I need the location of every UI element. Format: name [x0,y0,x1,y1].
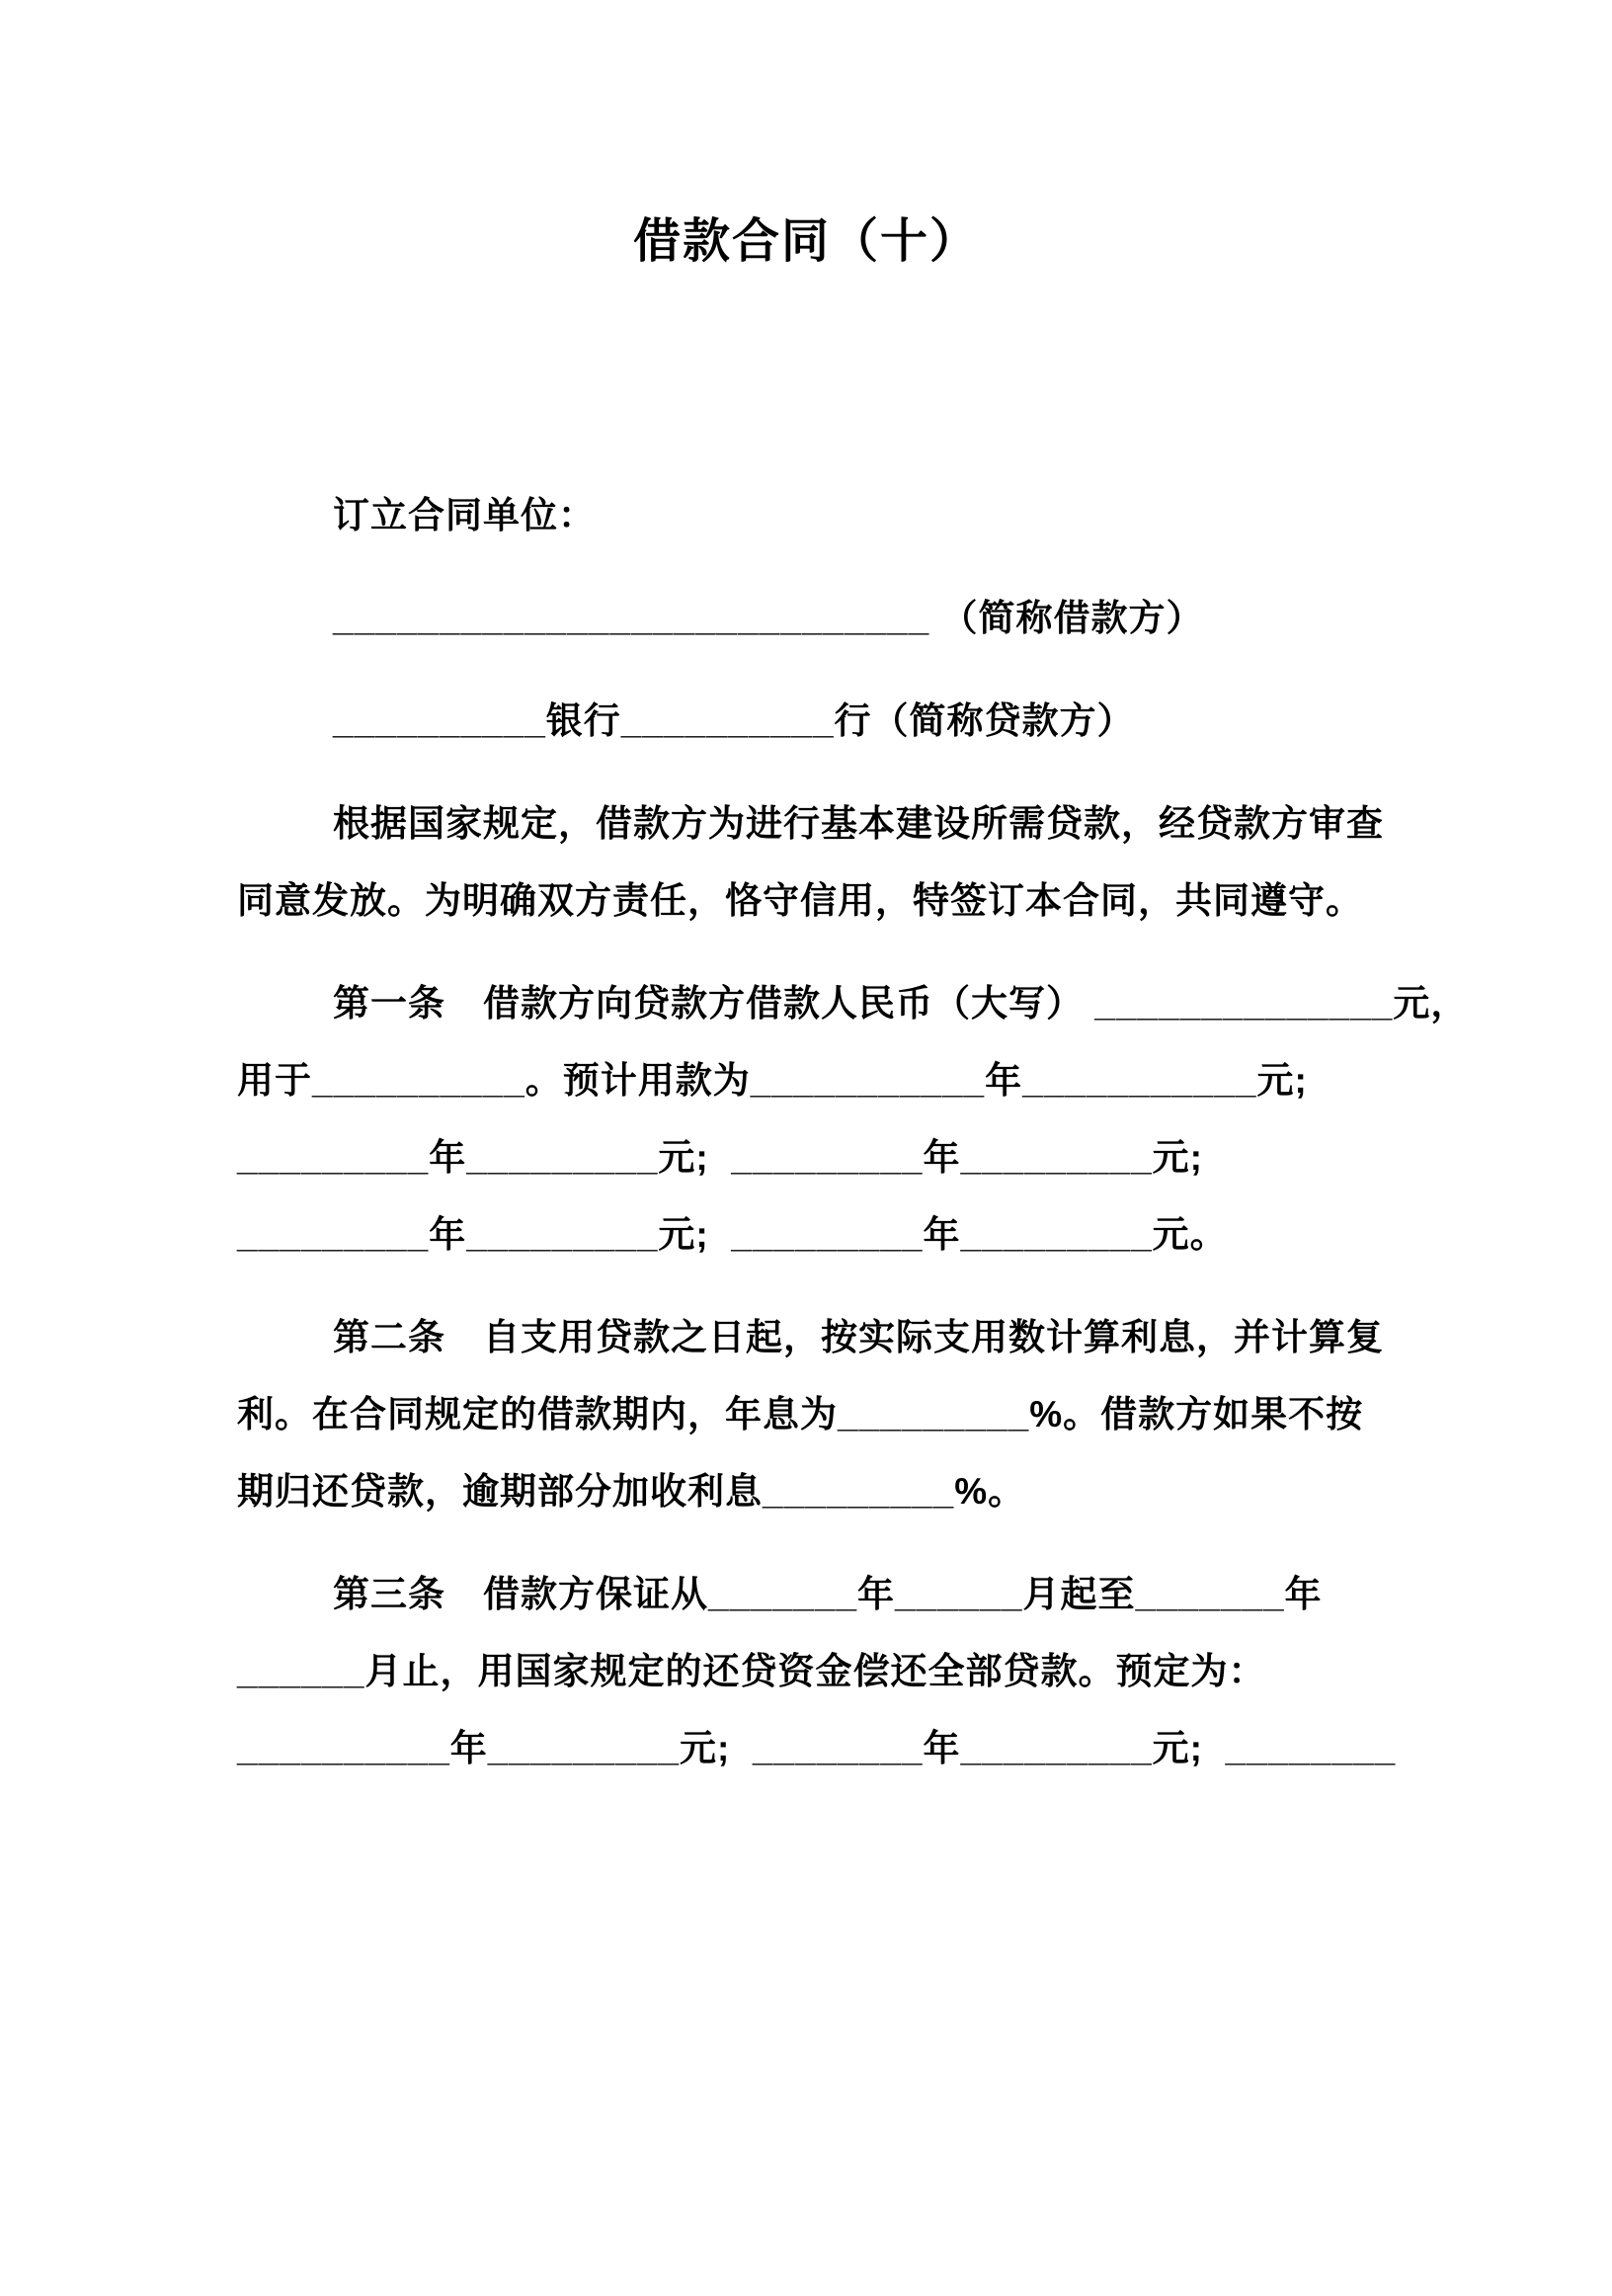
doc-line: 期归还贷款，逾期部分加收利息_________%。 [237,1471,1026,1512]
doc-line: 第一条 借款方向贷款方借款人民币（大写） ______________元， [333,983,1469,1024]
paragraph-article-1 [237,965,1521,1273]
paragraph-preamble [237,785,1521,940]
doc-line: _________年_________元; _________年_________元。 [237,1214,1228,1255]
doc-line: __________年_________元; ________年_________元; ________ [237,1728,1397,1768]
paragraph-article-2 [237,1299,1521,1530]
doc-line: 第三条 借款方保证从_______年______月起至_______年 [333,1574,1323,1614]
doc-line: 订立合同单位： [333,495,596,535]
paragraph-article-3 [237,1556,1521,1787]
doc-line: __________银行__________行（简称贷款方） [333,700,1135,741]
doc-line: ______月止，用国家规定的还贷资金偿还全部贷款。预定为： [237,1651,1266,1691]
doc-line: ____________________________ （简称借款方） [333,598,1204,638]
doc-line: 第二条 自支用贷款之日起，按实际支用数计算利息，并计算复 [333,1317,1384,1357]
paragraph-contract-parties-label [237,477,1521,554]
contract-page [0,209,1612,1787]
paragraph-lender-bank-blank [237,683,1521,760]
doc-line: 根据国家规定，借款方为进行基本建设所需贷款，经贷款方审查 [333,803,1384,844]
document-title: 借款合同（十） [632,215,979,268]
doc-line: 同意发放。为明确双方责任，恪守信用，特签订本合同，共同遵守。 [237,880,1363,921]
doc-line: 利。在合同规定的借款期内，年息为_________%。借款方如果不按 [237,1394,1364,1435]
document-body [237,477,1521,1787]
doc-line: _________年_________元; _________年_________元; [237,1137,1203,1178]
paragraph-borrower-blank [237,580,1521,657]
doc-line: 用于__________。预计用款为___________年___________元; [237,1060,1308,1101]
